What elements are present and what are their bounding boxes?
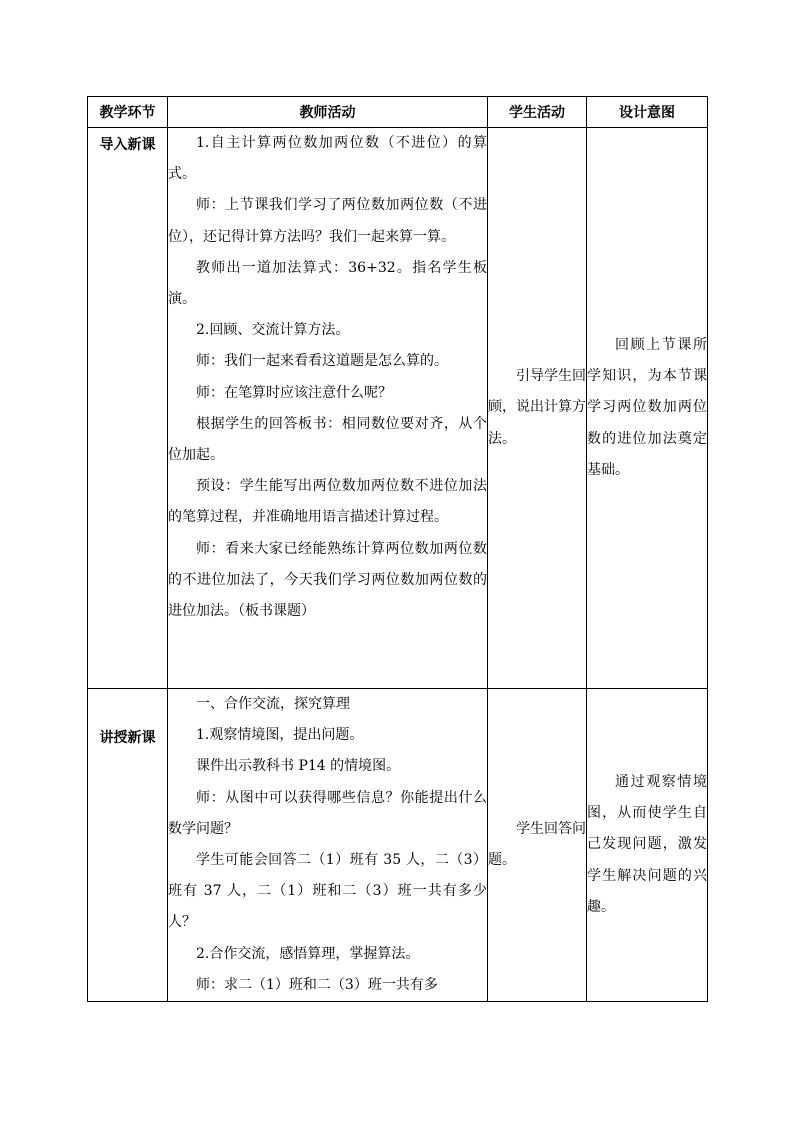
teacher-paragraph: 师：在笔算时应该注意什么呢？ xyxy=(196,384,392,401)
teacher-activity-cell xyxy=(168,128,488,689)
stage-cell xyxy=(88,128,168,689)
student-activity-text: 引导学生回顾，说出计算方法。 xyxy=(488,368,586,447)
teacher-paragraph: 1.自主计算两位数加两位数（不进位）的算式。 xyxy=(168,135,487,183)
table-header-row xyxy=(88,97,708,128)
teacher-paragraph: 2.回顾、交流计算方法。 xyxy=(196,322,350,339)
teacher-paragraph: 师：我们一起来看看这道题是怎么算的。 xyxy=(196,353,448,370)
design-intent-cell xyxy=(587,689,708,1002)
student-activity-cell xyxy=(488,689,587,1002)
teacher-paragraph: 2.合作交流，感悟算理，掌握算法。 xyxy=(196,945,420,962)
teacher-paragraph: 课件出示教科书 P14 的情境图。 xyxy=(196,758,401,775)
teacher-paragraph: 学生可能会回答二（1）班有 35 人，二（3）班有 37 人，二（1）班和二（3）班一共有多少人？ xyxy=(168,852,487,931)
table-row xyxy=(88,128,708,689)
teacher-activity-cell xyxy=(168,689,488,1002)
table-row xyxy=(88,689,708,1002)
teacher-paragraph: 1.观察情境图，提出问题。 xyxy=(196,727,364,744)
teacher-paragraph: 根据学生的回答板书：相同数位要对齐，从个位加起。 xyxy=(168,415,487,464)
stage-label: 讲授新课 xyxy=(99,730,156,746)
lesson-plan-table xyxy=(87,96,708,1002)
header-teacher-activity: 教师活动 xyxy=(168,97,488,128)
stage-cell xyxy=(88,689,168,1002)
teacher-paragraph: 师：求二（1）班和二（3）班一共有多 xyxy=(196,976,438,993)
teacher-paragraph: 师：看来大家已经能熟练计算两位数加两位数的不进位加法了，今天我们学习两位数加两位数的进位加法。（板书课题） xyxy=(168,540,487,620)
teacher-paragraph: 师：从图中可以获得哪些信息？你能提出什么数学问题？ xyxy=(168,789,487,837)
stage-label: 导入新课 xyxy=(99,137,156,153)
student-activity-cell xyxy=(488,128,587,689)
design-intent-text: 回顾上节课所学知识，为本节课学习两位数加两位数的进位加法奠定基础。 xyxy=(587,336,707,478)
header-student-activity: 学生活动 xyxy=(488,97,587,128)
header-design-intent: 设计意图 xyxy=(587,97,708,128)
teacher-paragraph: 一、合作交流，探究算理 xyxy=(196,696,350,712)
student-activity-text: 学生回答问题。 xyxy=(488,820,586,869)
design-intent-text: 通过观察情境图，从而使学生自己发现问题，激发学生解决问题的兴趣。 xyxy=(587,774,707,915)
header-stage: 教学环节 xyxy=(88,97,168,128)
design-intent-cell xyxy=(587,128,708,689)
teacher-paragraph: 预设：学生能写出两位数加两位数不进位加法的笔算过程，并准确地用语言描述计算过程。 xyxy=(168,478,487,526)
teacher-paragraph: 教师出一道加法算式：36+32。指名学生板演。 xyxy=(168,259,487,308)
teacher-paragraph: 师：上节课我们学习了两位数加两位数（不进位），还记得计算方法吗？我们一起来算一算。 xyxy=(168,197,487,245)
